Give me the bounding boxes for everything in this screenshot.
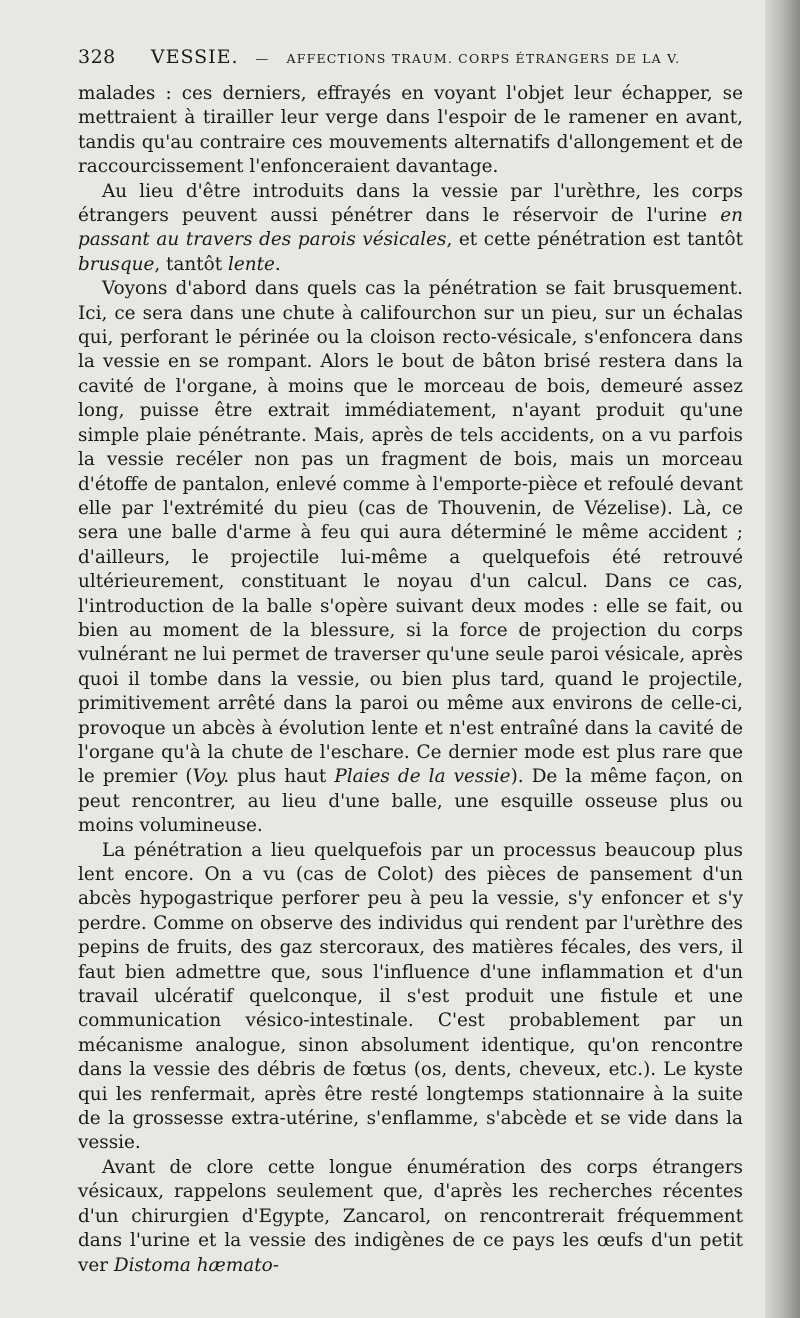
text-span: , tantôt <box>154 253 228 275</box>
page-number: 328 <box>78 46 116 68</box>
paragraph <box>78 277 743 838</box>
paragraph <box>78 1156 743 1278</box>
body-text <box>78 82 743 1278</box>
text-span: plus haut <box>229 766 335 788</box>
italic-span: brusque <box>78 253 155 275</box>
running-subtitle: AFFECTIONS TRAUM. CORPS ÉTRANGERS DE LA V. <box>286 51 681 66</box>
italic-span: Voy. <box>192 766 230 788</box>
paragraph <box>78 839 743 1156</box>
page-edge-shadow <box>765 0 800 1318</box>
running-header <box>78 46 746 74</box>
italic-span: Plaies de la vessie <box>334 766 511 788</box>
text-span: malades : ces derniers, effrayés en voyant l'objet leur échapper, se mettraient à tirailler leur verge dans l'espoir de le ramener en avant, tandis qu'au contraire ces mouvements alternatifs d'allongement et de raccourcissement l'enfonceraient davantage. <box>78 83 743 178</box>
text-span: ). De la même façon, on peut rencontrer, au lieu d'une balle, une esquille osseuse plus ou moins volumineuse. <box>78 766 743 837</box>
text-span: Au lieu d'être introduits dans la vessie par l'urèthre, les corps étrangers peuvent aussi pénétrer dans le réservoir de l'urine <box>78 180 743 227</box>
text-span: La pénétration a lieu quelquefois par un processus beaucoup plus lent encore. On a vu (cas de Colot) des pièces de pansement d'un abcès hypogastrique perforer peu à peu la vessie, s'y enfoncer et s'y perdre. Comme on observe des individus qui rendent par l'urèthre des pepins de fruits, des gaz stercoraux, des matières fécales, des vers, il faut bien admettre que, sous l'influence d'une inflammation et d'un travail ulcératif quelconque, il s'est produit une fistule et une communication vésico-intestinale. C'est probablement par un mécanisme analogue, sinon absolument identique, qu'on rencontre dans la vessie des débris de fœtus (os, dents, cheveux, etc.). Le kyste qui les renfermait, après être resté longtemps stationnaire à la suite de la grossesse extra-utérine, s'enflamme, s'abcède et se vide dans la vessie. <box>78 839 743 1154</box>
italic-span: en passant au travers des parois vésicales <box>78 205 743 251</box>
text-span: . <box>274 253 281 275</box>
italic-span: Distoma hæmato- <box>113 1254 279 1276</box>
running-title: VESSIE. <box>150 46 239 68</box>
text-span: Avant de clore cette longue énumération des corps étrangers vésicaux, rappelons seulement que, d'après les recherches récentes d'un chirurgien d'Egypte, Zancarol, on rencontrerait fréquemment dans l'urine et la vessie des indigènes de ce pays les œufs d'un petit ver <box>78 1156 743 1276</box>
text-span: , et cette pénétration est tantôt <box>446 229 743 251</box>
running-title-dash: — <box>255 51 270 66</box>
italic-span: lente <box>227 253 275 275</box>
paragraph <box>78 180 743 278</box>
paragraph-continued <box>78 82 743 180</box>
text-span: Voyons d'abord dans quels cas la pénétration se fait brusquement. Ici, ce sera dans une chute à califourchon sur un pieu, sur un échalas qui, perforant le périnée ou la cloison recto-vésicale, s'enfoncera dans la vessie en se rompant. Alors le bout de bâton brisé restera dans la cavité de l'organe, à moins que le morceau de bois, demeuré assez long, puisse être extrait immédiatement, n'ayant produit qu'une simple plaie pénétrante. Mais, après de tels accidents, on a vu parfois la vessie recéler non pas un fragment de bois, mais un morceau d'étoffe de pantalon, enlevé comme à l'emporte-pièce et refoulé devant elle par l'extrémité du pieu (cas de Thouvenin, de Vézelise). Là, ce sera une balle d'arme à feu qui aura déterminé le même accident ; d'ailleurs, le projectile lui-même a quelquefois été retrouvé ultérieurement, constituant le noyau d'un calcul. Dans ce cas, l'introduction de la balle s'opère suivant deux modes : elle se fait, ou bien au moment de la blessure, si la force de projection du corps vulnérant ne lui permet de traverser qu'une seule paroi vésicale, après quoi il tombe dans la vessie, ou bien plus tard, quand le projectile, primitivement arrêté dans la paroi ou même aux environs de celle-ci, provoque un abcès à évolution lente et n'est entraîné dans la cavité de l'organe qu'à la chute de l'eschare. Ce dernier mode est plus rare que le premier ( <box>78 278 743 788</box>
